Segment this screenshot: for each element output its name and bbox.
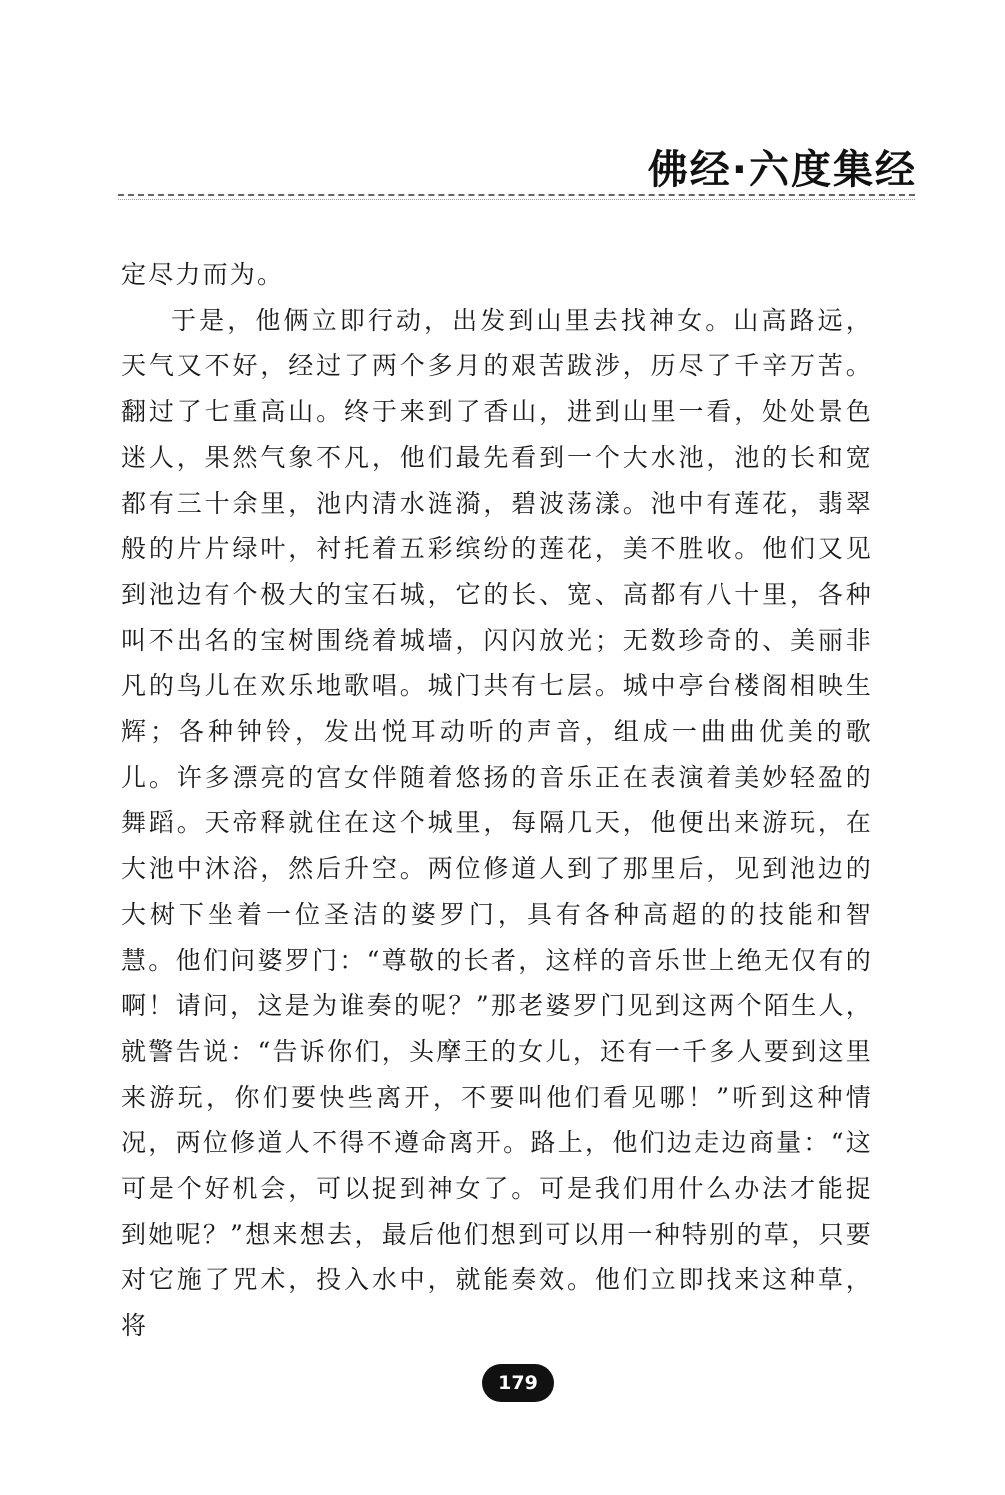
page-number-badge: 179	[482, 1364, 554, 1402]
paragraph-continued: 定尽力而为。	[121, 260, 285, 289]
header-divider-secondary	[118, 199, 915, 200]
paragraph: 于是，他俩立即行动，出发到山里去找神女。山高路远，天气又不好，经过了两个多月的艰苦跋涉，历尽了千辛万苦。翻过了七重高山。终于来到了香山，进到山里一看，处处景色迷人，果然气象不凡，他们最先看到一个大水池，池的长和宽都有三十余里，池内清水涟漪，碧波荡漾。池中有莲花，翡翠般的片片绿叶，衬托着五彩缤纷的莲花，美不胜收。他们又见到池边有个极大的宝石城，它的长、宽、高都有八十里，各种叫不出名的宝树围绕着城墙，闪闪放光；无数珍奇的、美丽非凡的鸟儿在欢乐地歌唱。城门共有七层。城中亭台楼阁相映生辉；各种钟铃，发出悦耳动听的声音，组成一曲曲优美的歌儿。许多漂亮的宫女伴随着悠扬的音乐正在表演着美妙轻盈的舞蹈。天帝释就住在这个城里，每隔几天，他便出来游玩，在大池中沐浴，然后升空。两位修道人到了那里后，见到池边的大树下坐着一位圣洁的婆罗门，具有各种高超的的技能和智慧。他们问婆罗门：“尊敬的长者，这样的音乐世上绝无仅有的啊！请问，这是为谁奏的呢？”那老婆罗门见到这两个陌生人，就警告说：“告诉你们，头摩王的女儿，还有一千多人要到这里来游玩，你们要快些离开，不要叫他们看见哪！”听到这种情况，两位修道人不得不遵命离开。路上，他们边走边商量：“这可是个好机会，可以捉到神女了。可是我们用什么办法才能捉到她呢？”想来想去，最后他们想到可以用一种特别的草，只要对它施了咒术，投入水中，就能奏效。他们立即找来这种草，将	[121, 305, 873, 1341]
header-divider	[118, 194, 915, 196]
running-header-title: 佛经·六度集经	[647, 147, 917, 193]
body-text	[121, 252, 873, 1349]
